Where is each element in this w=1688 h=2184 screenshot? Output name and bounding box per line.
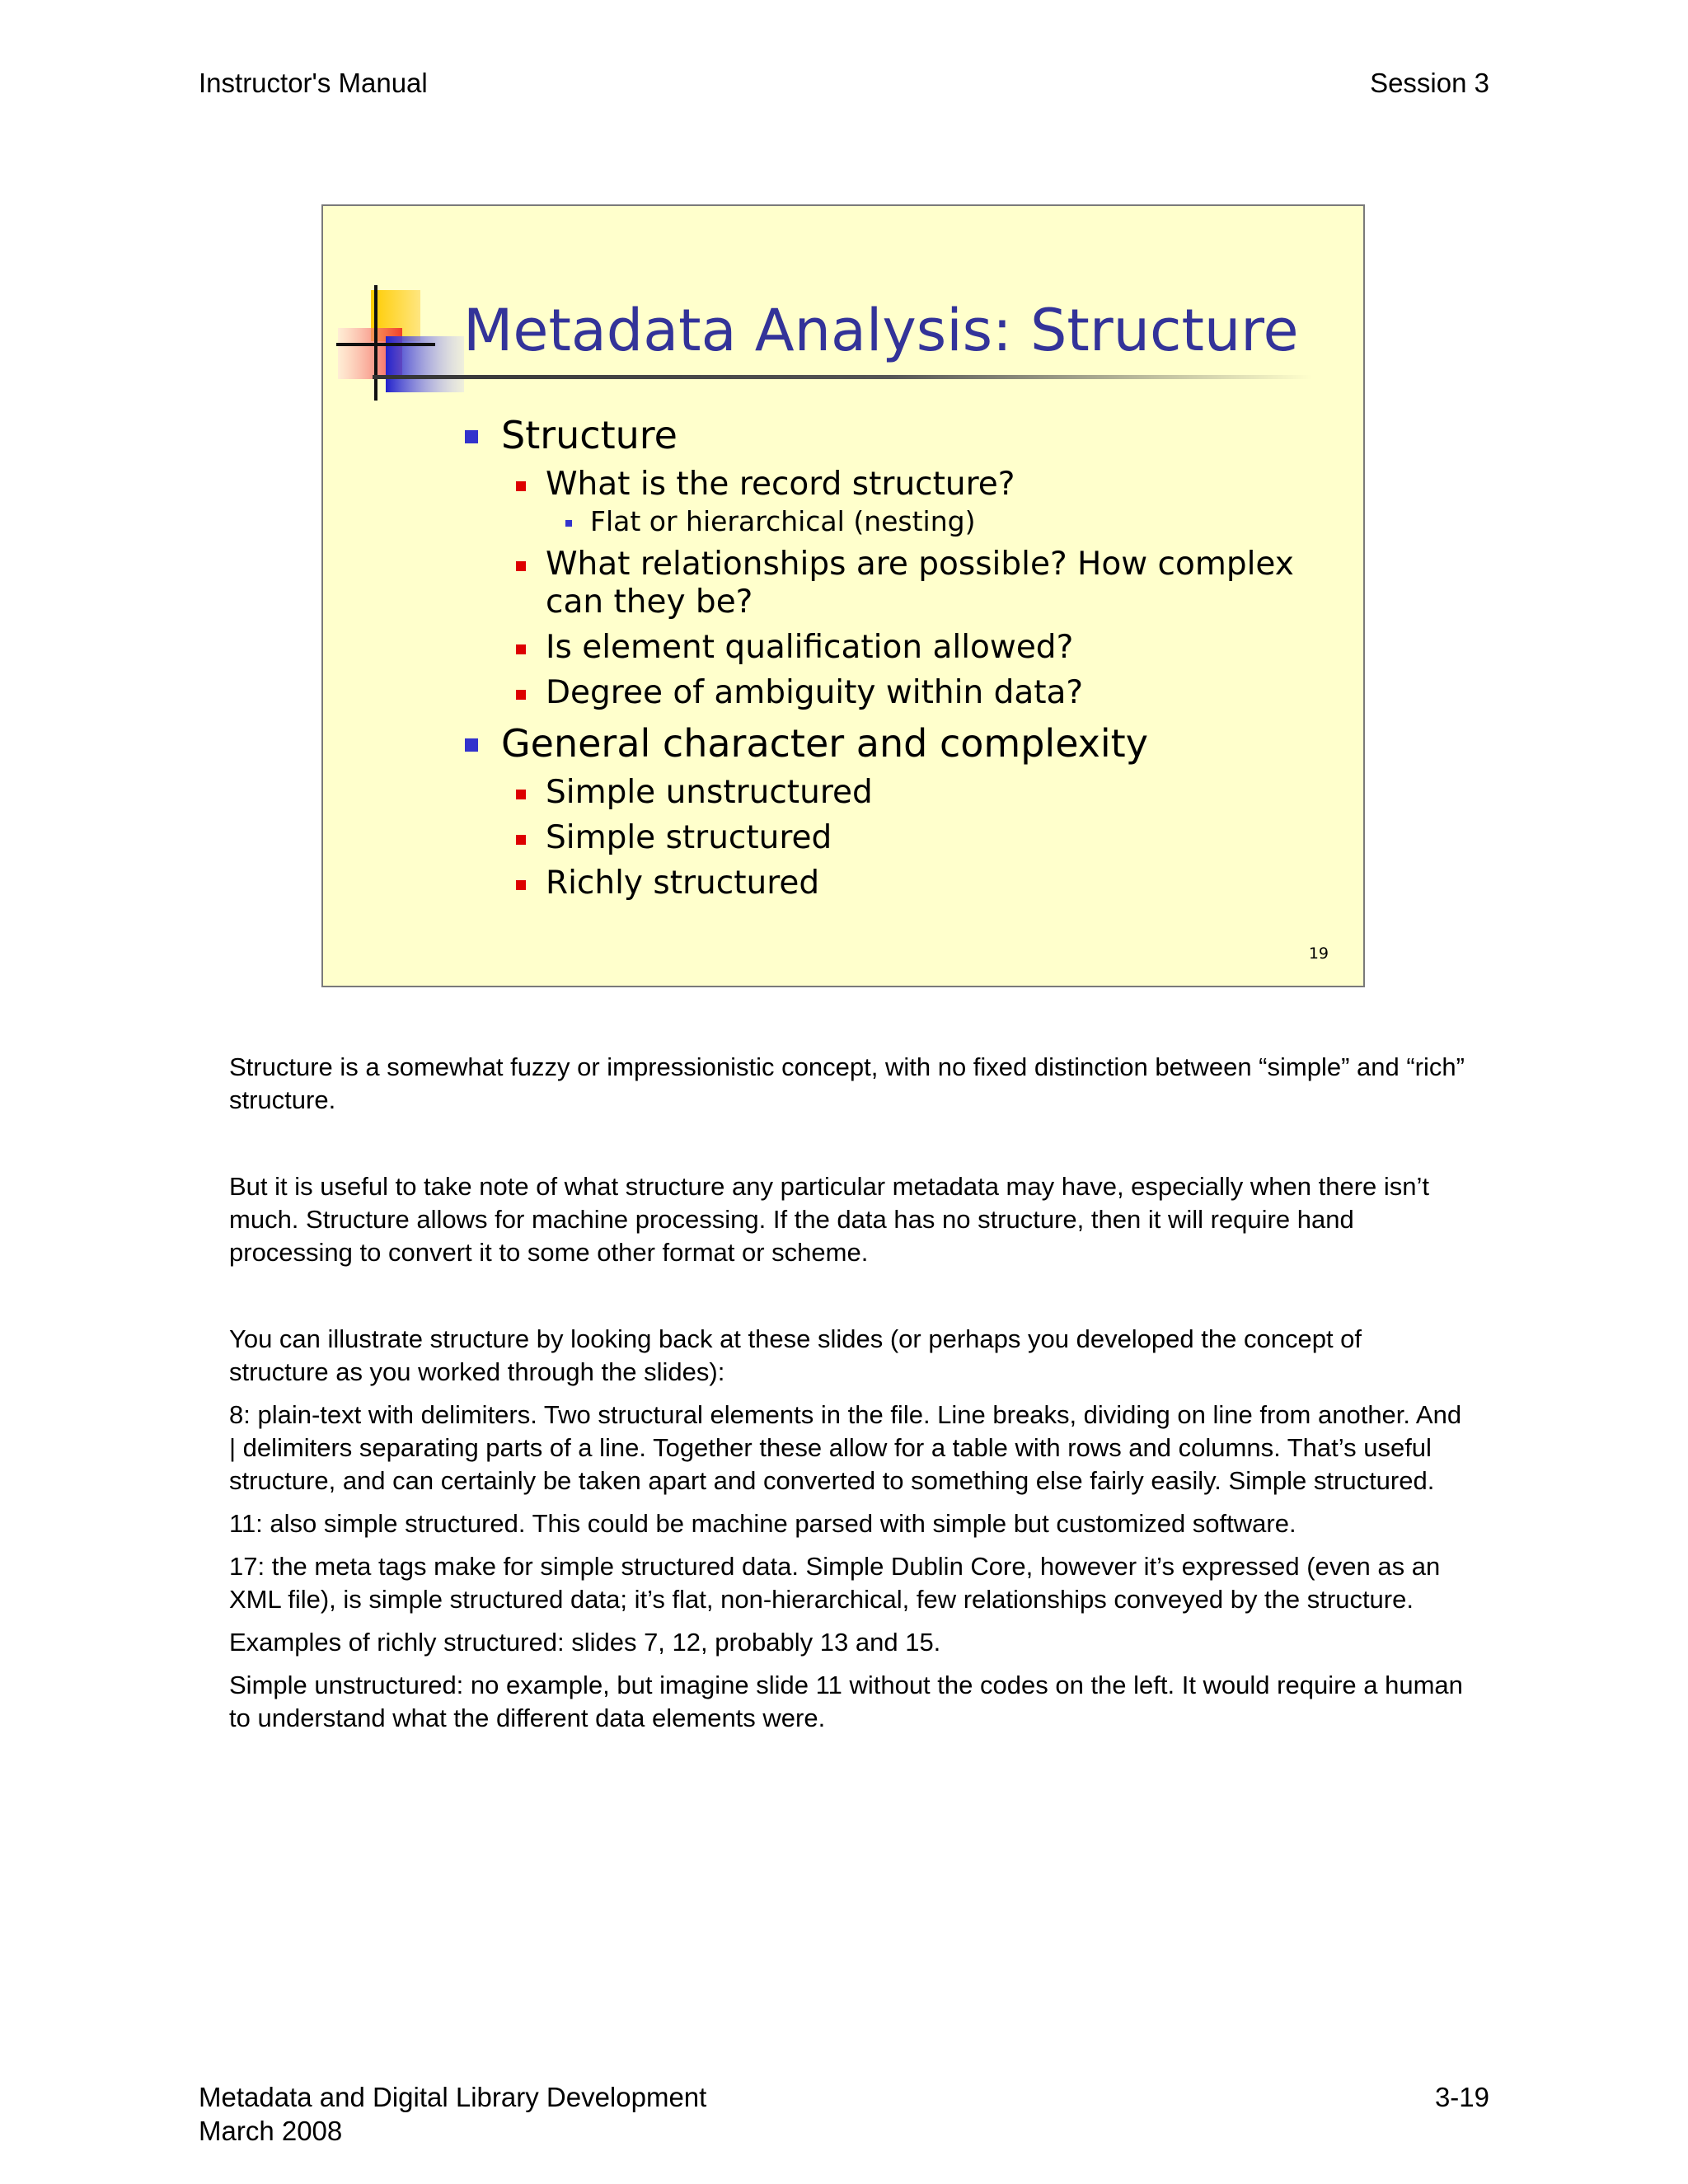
sub-sub-bullet-text: Flat or hierarchical (nesting)	[590, 505, 976, 537]
page-header	[199, 66, 1489, 100]
sub-bullet	[463, 865, 1337, 902]
sub-bullet	[463, 674, 1337, 712]
slide-logo-icon	[336, 285, 468, 409]
sub-bullet	[463, 546, 1337, 621]
notes-paragraph: But it is useful to take note of what structure any particular metadata may have, especially when there isn’t much. Structure allows for machine processing. If the data has no structure, then it will require hand processing to convert it to some other format or scheme.	[229, 1172, 1430, 1267]
slide-thumbnail	[321, 204, 1365, 987]
bullet-structure	[463, 412, 1337, 458]
square-bullet-icon	[516, 790, 526, 799]
sub-bullet-text: What relationships are possible? How complex can they be?	[546, 546, 1294, 621]
notes-paragraph: Examples of richly structured: slides 7, 12, probably 13 and 15.	[229, 1628, 941, 1657]
instructor-notes	[229, 1051, 1465, 1735]
header-manual-title: Instructor's Manual	[199, 68, 428, 98]
sub-bullet	[463, 466, 1337, 504]
sub-sub-bullet	[463, 505, 1337, 538]
slide-number: 19	[1308, 944, 1329, 963]
notes-paragraph: 17: the meta tags make for simple structured data. Simple Dublin Core, however it’s expressed (even as an XML file), is simple structured data; it’s flat, non-hierarchical, few relationships conveyed by the structure.	[229, 1552, 1441, 1614]
square-bullet-icon	[516, 481, 526, 491]
sub-bullet-text: Simple unstructured	[546, 774, 873, 811]
bullet-text: Structure	[501, 413, 678, 457]
notes-paragraph: 11: also simple structured. This could be machine parsed with simple but customized software.	[229, 1509, 1296, 1538]
sub-bullet	[463, 819, 1337, 857]
notes-paragraph: Structure is a somewhat fuzzy or impressionistic concept, with no fixed distinction between “simple” and “rich” structure.	[229, 1052, 1465, 1114]
bullet-general-character	[463, 720, 1337, 766]
square-bullet-icon	[516, 561, 526, 571]
square-bullet-icon	[516, 690, 526, 700]
sub-bullet-text: Simple structured	[546, 819, 832, 856]
slide-title: Metadata Analysis: Structure	[463, 297, 1299, 364]
sub-bullet-text: Richly structured	[546, 865, 820, 902]
bullet-text: General character and complexity	[501, 721, 1148, 766]
square-bullet-icon	[516, 880, 526, 890]
title-underline	[373, 375, 1312, 379]
notes-paragraph: Simple unstructured: no example, but imagine slide 11 without the codes on the left. It would require a human to understand what the different data elements were.	[229, 1671, 1463, 1732]
sub-bullet-text: What is the record structure?	[546, 466, 1015, 503]
sub-bullet-text: Is element qualification allowed?	[546, 629, 1074, 666]
footer-left	[199, 2080, 706, 2148]
header-session: Session 3	[1370, 68, 1489, 98]
footer-course-title: Metadata and Digital Library Development	[199, 2082, 707, 2112]
page-footer	[199, 2080, 1489, 2148]
square-bullet-icon	[516, 644, 526, 654]
footer-date: March 2008	[199, 2116, 343, 2146]
sub-bullet	[463, 629, 1337, 667]
notes-paragraph: You can illustrate structure by looking back at these slides (or perhaps you developed the concept of structure as you worked through the slides):	[229, 1324, 1362, 1386]
square-bullet-icon	[516, 835, 526, 845]
sub-bullet	[463, 774, 1337, 812]
footer-page-number: 3-19	[1434, 2082, 1489, 2112]
square-bullet-icon	[565, 520, 572, 527]
square-bullet-icon	[465, 738, 478, 752]
notes-paragraph: 8: plain-text with delimiters. Two structural elements in the file. Line breaks, dividing on line from another. And | delimiters separating parts of a line. Together these allow for a table with rows and columns. That’s useful structure, and can certainly be taken apart and converted to something else fairly easily. Simple structured.	[229, 1400, 1462, 1495]
square-bullet-icon	[465, 430, 478, 443]
sub-bullet-text: Degree of ambiguity within data?	[546, 674, 1084, 711]
slide-bullet-list	[463, 404, 1337, 902]
